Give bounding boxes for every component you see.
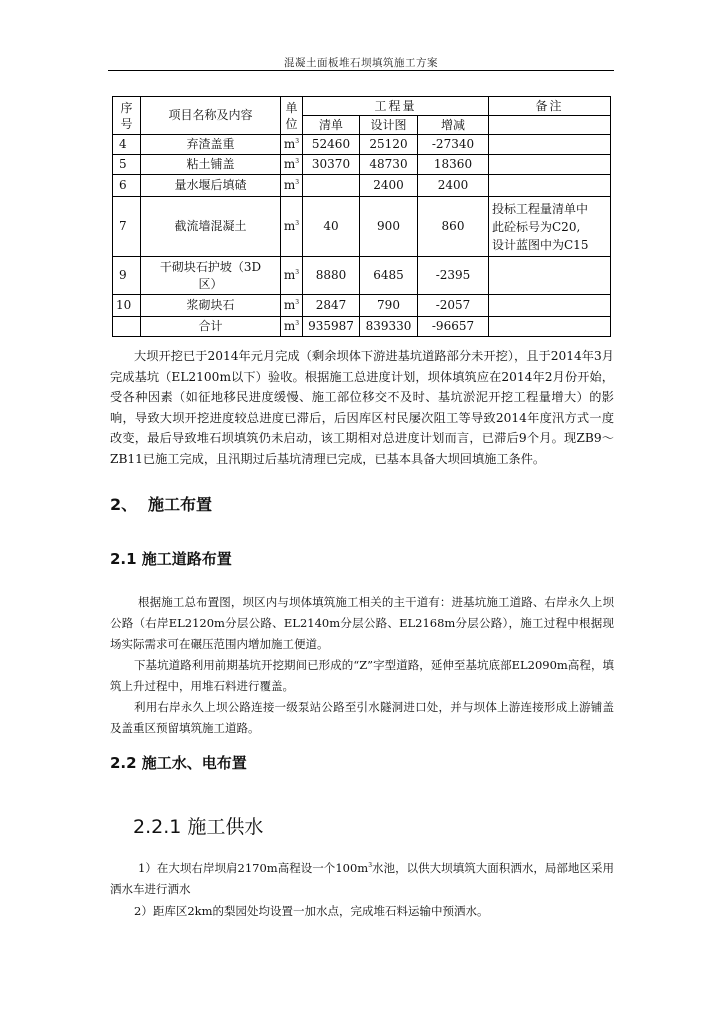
unit-sup: 3: [295, 269, 300, 276]
cell-design: 2400: [360, 175, 418, 197]
cell-unit: [281, 175, 303, 197]
header-quantity: 工程量: [303, 97, 489, 116]
cell-list: 40: [303, 197, 360, 257]
cell-item: 合计: [141, 317, 281, 337]
body-paragraph: 下基坑道路利用前期基坑开挖期间已形成的“Z”字型道路，延伸至基坑底部EL2090m高程，填筑上升过程中，用堆石料进行覆盖。: [110, 658, 614, 693]
cell-change: -2057: [418, 295, 489, 317]
unit-text: m: [283, 268, 296, 282]
cell-change: -96657: [418, 317, 489, 337]
unit-text: m: [283, 137, 296, 151]
cell-remark: [489, 135, 611, 155]
cell-design: 25120: [360, 135, 418, 155]
cell-list: 2847: [303, 295, 360, 317]
table-row: [113, 175, 611, 197]
header-rule: [108, 70, 614, 71]
unit-sup: 3: [295, 179, 300, 186]
cell-remark: [489, 175, 611, 197]
cell-change: 2400: [418, 175, 489, 197]
unit-sup: 3: [295, 220, 300, 227]
cell-list: 30370: [303, 155, 360, 175]
section-heading-2-2: 2.2 施工水、电布置: [110, 754, 247, 772]
cell-item: 浆砌块石: [141, 295, 281, 317]
header-unit: 单位: [281, 97, 303, 135]
cell-change: 860: [418, 197, 489, 257]
cell-change: 18360: [418, 155, 489, 175]
page-header: 混凝土面板堆石坝填筑施工方案: [284, 57, 438, 69]
header-item: 项目名称及内容: [141, 97, 281, 135]
cell-remark: [489, 257, 611, 295]
table-row: [113, 135, 611, 155]
body-paragraph: 利用右岸永久上坝公路连接一级泵站公路至引水隧洞进口处，并与坝体上游连接形成上游铺盖及盖重区预留填筑施工道路。: [110, 700, 614, 735]
section-number: 2、: [110, 495, 138, 514]
intro-paragraph: 大坝开挖已于2014年元月完成（剩余坝体下游进基坑道路部分未开挖），且于2014年3月完成基坑（EL2100m以下）验收。根据施工总进度计划，坝体填筑应在2014年2月份开始，受各种因素（如征地移民进度缓慢、施工部位移交不及时、基坑淤泥开挖工程量增大）的影响，导致大坝开挖进度较总进度已滞后，后因库区村民屡次阻工等导致2014年度汛方式一度改变，最后导致堆石坝填筑仍未启动，该工期相对总进度计划而言，已滞后9个月。现ZB9～ZB11已施工完成，且汛期过后基坑清理已完成，已基本具备大坝回填施工条件。: [110, 349, 615, 466]
cell-seq: [113, 317, 141, 337]
section-heading-2-2-1: 2.2.1 施工供水: [133, 816, 264, 838]
table-row: [113, 197, 611, 257]
cell-seq: 4: [113, 135, 141, 155]
cell-list: 935987: [303, 317, 360, 337]
quantity-table: [112, 96, 611, 337]
remark-line: 投标工程量清单中: [492, 201, 589, 216]
item-text: 水池，以供大坝填筑大面积洒水，局部地区采用洒水车进行洒水: [110, 861, 614, 896]
unit-text: m: [283, 157, 296, 171]
item-text: 1）在大坝右岸坝肩2170m高程设一个100m: [138, 861, 369, 875]
header-remark-blank: [489, 116, 611, 135]
cell-list: 8880: [303, 257, 360, 295]
section-heading-2-1: 2.1 施工道路布置: [110, 550, 232, 568]
table-row: [113, 257, 611, 295]
unit-sup: 3: [295, 158, 300, 165]
unit-sup: 3: [295, 299, 300, 306]
header-change: 增减: [418, 116, 489, 135]
water-item-2: 2）距库区2km的梨园处均设置一加水点，完成堆石料运输中预洒水。: [134, 904, 489, 918]
cell-item: 粘土铺盖: [141, 155, 281, 175]
cell-list: [303, 175, 360, 197]
cell-remark: [489, 197, 611, 257]
cell-design: 48730: [360, 155, 418, 175]
cell-seq: 9: [113, 257, 141, 295]
cell-design: 790: [360, 295, 418, 317]
cell-unit: [281, 155, 303, 175]
cell-seq: 7: [113, 197, 141, 257]
table-row-total: [113, 317, 611, 337]
cell-design: 839330: [360, 317, 418, 337]
cell-item: 截流墙混凝土: [141, 197, 281, 257]
header-list: 清单: [303, 116, 360, 135]
body-paragraph: 根据施工总布置图，坝区内与坝体填筑施工相关的主干道有：进基坑施工道路、右岸永久上坝公路（右岸EL2120m分层公路、EL2140m分层公路、EL2168m分层公路），施工过程中根据现场实际需求可在碾压范围内增加施工便道。: [110, 595, 614, 651]
cell-seq: 10: [113, 295, 141, 317]
cell-list: 52460: [303, 135, 360, 155]
water-item-1: [110, 858, 614, 900]
section-title: 施工布置: [148, 495, 213, 514]
remark-line: 设计蓝图中为C15: [492, 237, 589, 252]
cell-unit: [281, 135, 303, 155]
cell-item: 弃渣盖重: [141, 135, 281, 155]
cell-remark: [489, 295, 611, 317]
cell-remark: [489, 155, 611, 175]
cell-change: -2395: [418, 257, 489, 295]
cell-design: 6485: [360, 257, 418, 295]
unit-sup: 3: [295, 138, 300, 145]
cell-remark: [489, 317, 611, 337]
header-remark: 备注: [489, 97, 611, 116]
item-line: 区）: [198, 276, 223, 291]
cell-seq: 6: [113, 175, 141, 197]
cell-unit: [281, 257, 303, 295]
cell-unit: [281, 317, 303, 337]
unit-text: m: [283, 178, 296, 192]
unit-text: m: [283, 319, 296, 333]
unit-sup: 3: [295, 320, 300, 327]
cell-change: -27340: [418, 135, 489, 155]
cell-seq: 5: [113, 155, 141, 175]
item-line: 干砌块石护坡（3D: [159, 259, 262, 274]
cell-item: 量水堰后填碴: [141, 175, 281, 197]
remark-line: 此砼标号为C20,: [492, 219, 581, 234]
cell-item: [141, 257, 281, 295]
cell-unit: [281, 295, 303, 317]
unit-text: m: [283, 219, 296, 233]
section-heading-2: [110, 492, 212, 515]
table-row: [113, 155, 611, 175]
unit-text: m: [283, 298, 296, 312]
cell-unit: [281, 197, 303, 257]
table-row: [113, 295, 611, 317]
header-design: 设计图: [360, 116, 418, 135]
header-seq: 序号: [113, 97, 141, 135]
cell-design: 900: [360, 197, 418, 257]
item-sup: 3: [368, 862, 373, 870]
